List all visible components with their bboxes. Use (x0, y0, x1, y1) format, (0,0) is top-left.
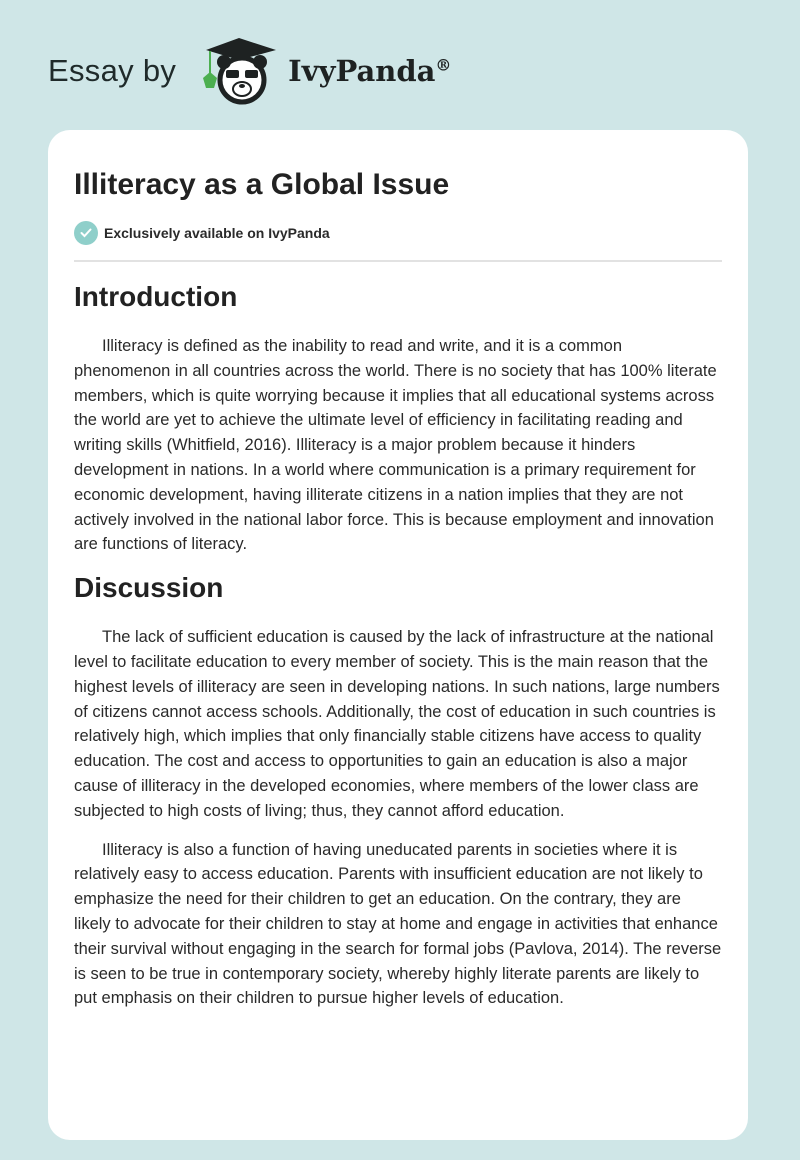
paragraph: The lack of sufficient education is caused by the lack of infrastructure at the national level to facilitate education to every member of society. This is the main reason that the highest levels of illiteracy are seen in developing nations. In such nations, large numbers of citizens cannot access schools. Additionally, the cost of education in such countries is relatively high, which implies that only financially stable citizens have access to quality education. The cost and access to opportunities to gain an education is also a major cause of illiteracy in the developed economies, where members of the lower class are subjected to high costs of living; thus, they cannot afford education. (74, 628, 720, 820)
check-icon (74, 221, 98, 245)
essay-by-label: Essay by (48, 53, 177, 88)
panda-logo-icon[interactable] (194, 36, 284, 106)
brand-name[interactable] (288, 54, 451, 88)
registered-mark: ® (435, 55, 452, 75)
site-header (48, 36, 451, 106)
section-discussion (74, 571, 722, 1011)
section-introduction (74, 280, 722, 557)
exclusive-label: Exclusively available on IvyPanda (104, 225, 330, 241)
essay-card (48, 130, 748, 1140)
divider (74, 260, 722, 262)
section-heading: Introduction (74, 281, 238, 312)
paragraph: Illiteracy is also a function of having uneducated parents in societies where it is relatively easy to access education. Parents with insufficient education are not likely to emphasize the need for their children to get an education. On the contrary, they are likely to advocate for their children to stay at home and engage in activities that enhance their survival without engaging in the search for formal jobs (Pavlova, 2014). The reverse is seen to be true in contemporary society, whereby highly literate parents are likely to put emphasis on their children to pursue higher levels of education. (74, 840, 722, 1008)
section-heading: Discussion (74, 572, 224, 604)
essay-title: Illiteracy as a Global Issue (74, 168, 450, 201)
exclusive-badge (74, 221, 722, 245)
brand-text: IvyPanda (288, 54, 436, 88)
paragraph: Illiteracy is defined as the inability to read and write, and it is a common phenomenon in all countries across the world. There is no society that has 100% literate members, which is quite worrying because it implies that all educational systems across the world are yet to achieve the ultimate level of efficiency in facilitating reading and writing skills (Whitfield, 2016). Illiteracy is a major problem because it hinders development in nations. In a world where communication is a primary requirement for economic development, having illiterate citizens in a nation implies that they are not actively involved in the national labor force. This is because employment and innovation are functions of literacy. (74, 337, 717, 554)
